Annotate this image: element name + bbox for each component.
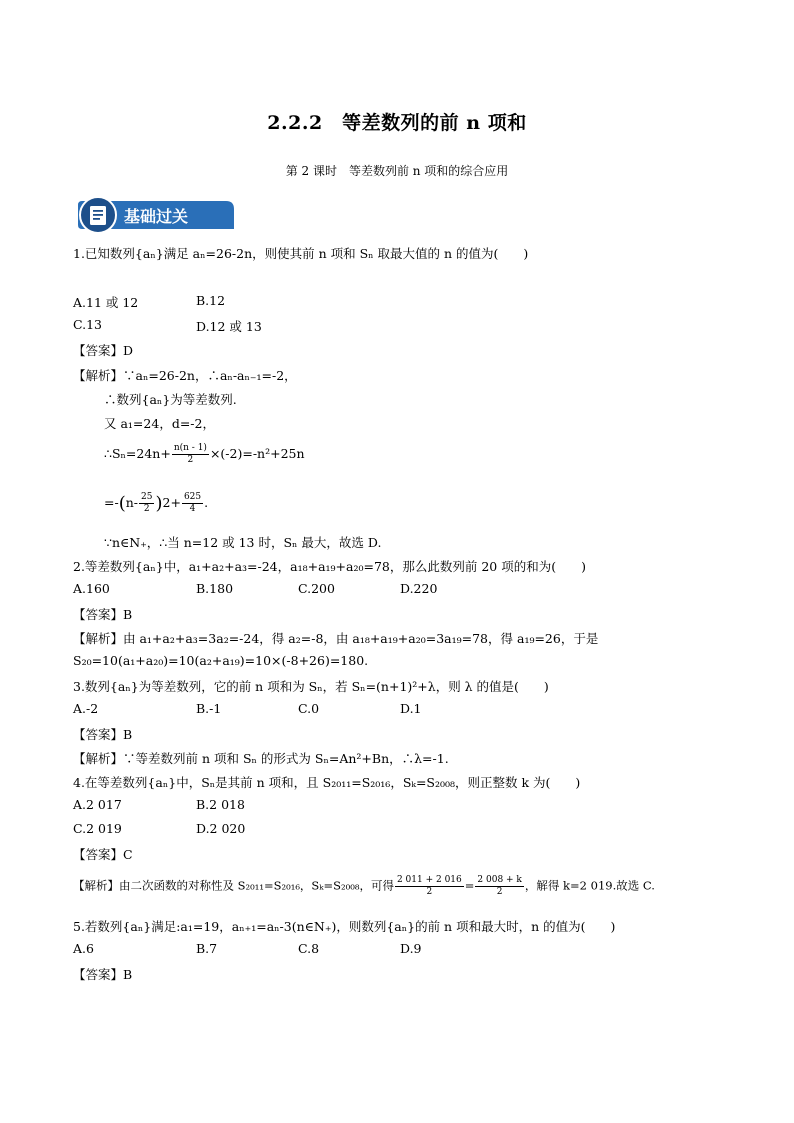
q5-stem: 5.若数列{aₙ}满足:a₁=19，aₙ₊₁=aₙ-3(n∈N₊)，则数列{aₙ}的前 n 项和最大时，n 的值为( ) — [73, 919, 616, 934]
q4-analysis-tail: ，解得 k=2 019.故选 C. — [524, 878, 655, 893]
q1-analysis-5-tail: . — [204, 495, 209, 510]
q5-option-d: D.9 — [400, 941, 422, 956]
q2-answer: 【答案】B — [73, 607, 133, 622]
q4-fraction-1 — [395, 875, 464, 898]
q4-option-a: A.2 017 — [73, 797, 122, 812]
q3-option-b: B.-1 — [196, 701, 222, 716]
q2-option-b: B.180 — [196, 581, 234, 596]
section-banner — [76, 195, 234, 235]
q2-stem: 2.等差数列{aₙ}中，a₁+a₂+a₃=-24，a₁₈+a₁₉+a₂₀=78，那么此数列前 20 项的和为( ) — [73, 559, 586, 574]
q1-option-a: A.11 或 12 — [73, 295, 139, 310]
q1-analysis-4-tail: ×(-2)=-n²+25n — [209, 446, 305, 461]
q5-answer: 【答案】B — [73, 967, 133, 982]
q4-option-b: B.2 018 — [196, 797, 245, 812]
q1-stem: 1.已知数列{aₙ}满足 aₙ=26-2n，则使其前 n 项和 Sₙ 取最大值的 n 的值为( ) — [73, 246, 529, 261]
q5-option-b: B.7 — [196, 941, 218, 956]
q1-option-d: D.12 或 13 — [196, 319, 262, 334]
q2-option-d: D.220 — [400, 581, 438, 596]
q4-fraction-2 — [475, 875, 523, 898]
q1-analysis-2: ∴数列{aₙ}为等差数列. — [104, 392, 237, 407]
q1-analysis-1: 【解析】∵aₙ=26-2n，∴aₙ-aₙ₋₁=-2， — [73, 368, 297, 383]
q1-analysis-4-lead: ∴Sₙ=24n+ — [104, 446, 171, 461]
q1-analysis-5-mid: 2+ — [162, 495, 181, 510]
fraction-numerator: 625 — [183, 492, 202, 502]
q1-analysis-5-lead: =- — [104, 495, 119, 510]
q3-answer: 【答案】B — [73, 727, 133, 742]
q3-analysis-1: 【解析】∵等差数列前 n 项和 Sₙ 的形式为 Sₙ=An²+Bn，∴λ=-1. — [73, 751, 449, 766]
right-paren-icon: ) — [155, 493, 163, 514]
q2-analysis-2: S₂₀=10(a₁+a₂₀)=10(a₂+a₁₉)=10×(-8+26)=180. — [73, 653, 369, 668]
q4-stem: 4.在等差数列{aₙ}中，Sₙ是其前 n 项和，且 S₂₀₁₁=S₂₀₁₆，Sₖ=S₂₀₀₈，则正整数 k 为( ) — [73, 775, 581, 790]
page-title: 2.2.2 等差数列的前 n 项和 — [267, 112, 527, 134]
q1-analysis-6: ∵n∈N₊，∴当 n=12 或 13 时，Sₙ 最大，故选 D. — [104, 535, 382, 550]
q1-analysis-5 — [104, 492, 208, 515]
left-paren-icon: ( — [118, 493, 126, 514]
q3-option-d: D.1 — [400, 701, 422, 716]
fraction-numerator: 25 — [141, 492, 153, 502]
q2-option-a: A.160 — [73, 581, 110, 596]
q4-answer: 【答案】C — [73, 847, 133, 862]
q1-fraction-denominator: 2 — [187, 455, 194, 465]
q1-option-b: B.12 — [196, 293, 226, 308]
fraction-denominator: 2 — [426, 887, 433, 897]
q5-option-c: C.8 — [298, 941, 320, 956]
q1-analysis-4 — [104, 443, 305, 466]
q1-fraction-numerator: n(n - 1) — [173, 443, 207, 453]
q4-analysis-lead: 【解析】由二次函数的对称性及 S₂₀₁₁=S₂₀₁₆，Sₖ=S₂₀₀₈，可得 — [73, 878, 394, 893]
q1-option-c: C.13 — [73, 317, 102, 332]
q4-equals: = — [464, 878, 475, 893]
page-subtitle: 第 2 课时 等差数列前 n 项和的综合应用 — [285, 164, 509, 178]
fraction-denominator: 2 — [496, 887, 503, 897]
q4-option-d: D.2 020 — [196, 821, 246, 836]
fraction-numerator: 2 008 + k — [477, 875, 522, 885]
banner-label: 基础过关 — [124, 207, 189, 226]
fraction-numerator: 2 011 + 2 016 — [396, 875, 462, 885]
q1-fraction-625-over-4 — [182, 492, 203, 515]
q3-option-c: C.0 — [298, 701, 320, 716]
q2-option-c: C.200 — [298, 581, 335, 596]
q1-analysis-5-inner: n- — [125, 495, 139, 510]
q2-analysis-1: 【解析】由 a₁+a₂+a₃=3a₂=-24，得 a₂=-8，由 a₁₈+a₁₉+a₂₀=3a₁₉=78，得 a₁₉=26，于是 — [73, 631, 599, 646]
q4-option-c: C.2 019 — [73, 821, 122, 836]
q3-option-a: A.-2 — [73, 701, 99, 716]
q1-analysis-3: 又 a₁=24，d=-2， — [104, 416, 215, 431]
q1-fraction — [172, 443, 209, 466]
q5-option-a: A.6 — [73, 941, 94, 956]
q1-answer: 【答案】D — [73, 343, 134, 358]
q1-fraction-25-over-2 — [139, 492, 154, 515]
q3-stem: 3.数列{aₙ}为等差数列，它的前 n 项和为 Sₙ，若 Sₙ=(n+1)²+λ，则 λ 的值是( ) — [73, 679, 549, 694]
q4-analysis — [73, 875, 655, 898]
fraction-denominator: 2 — [143, 504, 150, 514]
fraction-denominator: 4 — [189, 504, 196, 514]
